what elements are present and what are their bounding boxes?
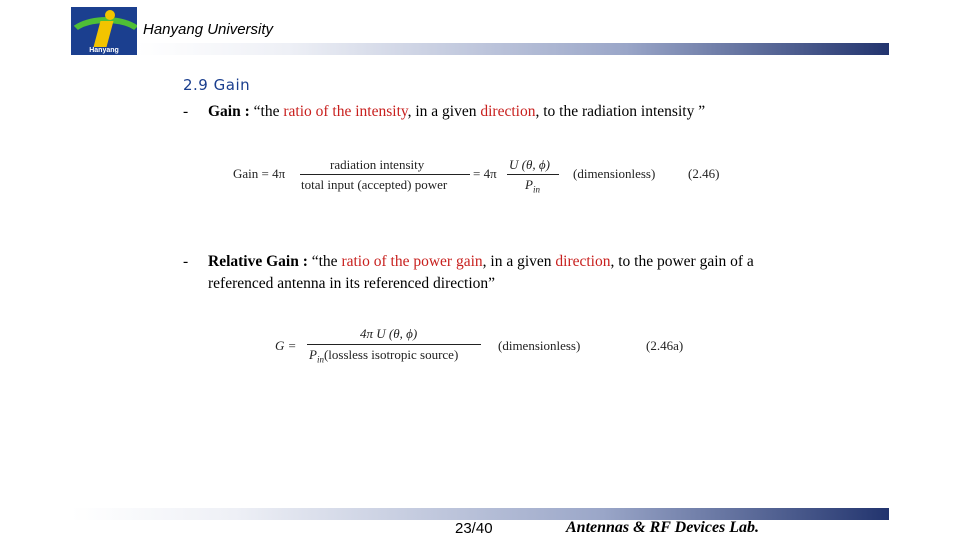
quote-open: “the	[253, 103, 280, 120]
text-mid: , in a given	[407, 103, 477, 120]
section-title: 2.9 Gain	[183, 76, 251, 94]
logo-i-dot	[105, 10, 115, 20]
header-title: Hanyang University	[143, 21, 274, 38]
page-number: 23/40	[455, 520, 493, 537]
formula1-den1: total input (accepted) power	[301, 177, 448, 192]
formula1-num1: radiation intensity	[330, 157, 425, 172]
formula1-eq2: = 4π	[473, 166, 497, 181]
highlight-direction: direction	[555, 253, 611, 270]
highlight-ratio: ratio of the power gain	[341, 253, 483, 270]
formula2-num: 4π U (θ, ϕ)	[360, 326, 418, 341]
term-relative-gain: Relative Gain :	[208, 253, 308, 270]
text-mid: , in a given	[482, 253, 552, 270]
lab-name: Antennas & RF Devices Lab.	[566, 519, 760, 536]
formula2-den	[309, 347, 458, 365]
formula2-den-sub: in	[316, 354, 324, 365]
formula1-den2-sub: in	[532, 184, 540, 195]
formula1-bar1	[300, 174, 470, 175]
formula2-den-rest: (lossless isotropic source)	[323, 347, 459, 362]
formula2-den-main: P	[309, 347, 317, 362]
formula2-lhs: G =	[275, 338, 297, 353]
formula1-bar2	[507, 174, 559, 175]
term-gain: Gain :	[208, 103, 250, 120]
formula1-lhs: Gain = 4π	[233, 166, 286, 181]
formula2-number: (2.46a)	[646, 338, 684, 353]
university-logo	[71, 7, 137, 55]
header-rule	[137, 43, 889, 55]
formula2-bar	[307, 344, 481, 345]
formula1-den2	[525, 177, 540, 195]
formula2-unit: (dimensionless)	[498, 338, 581, 353]
formula1-num2: U (θ, ϕ)	[509, 157, 550, 172]
logo-text: Hanyang	[89, 47, 119, 54]
formula1-unit: (dimensionless)	[573, 166, 656, 181]
footer-rule	[71, 508, 889, 520]
formula1-number: (2.46)	[688, 166, 720, 181]
highlight-direction: direction	[480, 103, 536, 120]
formula1-den2-main: P	[525, 177, 533, 192]
text-rest: , to the power gain of a referenced antenna in its referenced direction”	[208, 253, 754, 292]
bullet-body	[208, 101, 705, 123]
bullet-dash: -	[183, 103, 189, 120]
bullet-body	[208, 251, 788, 295]
highlight-ratio: ratio of the intensity	[283, 103, 408, 120]
text-rest: , to the radiation intensity ”	[535, 103, 706, 120]
bullet-dash: -	[183, 253, 189, 270]
quote-open: “the	[311, 253, 338, 270]
